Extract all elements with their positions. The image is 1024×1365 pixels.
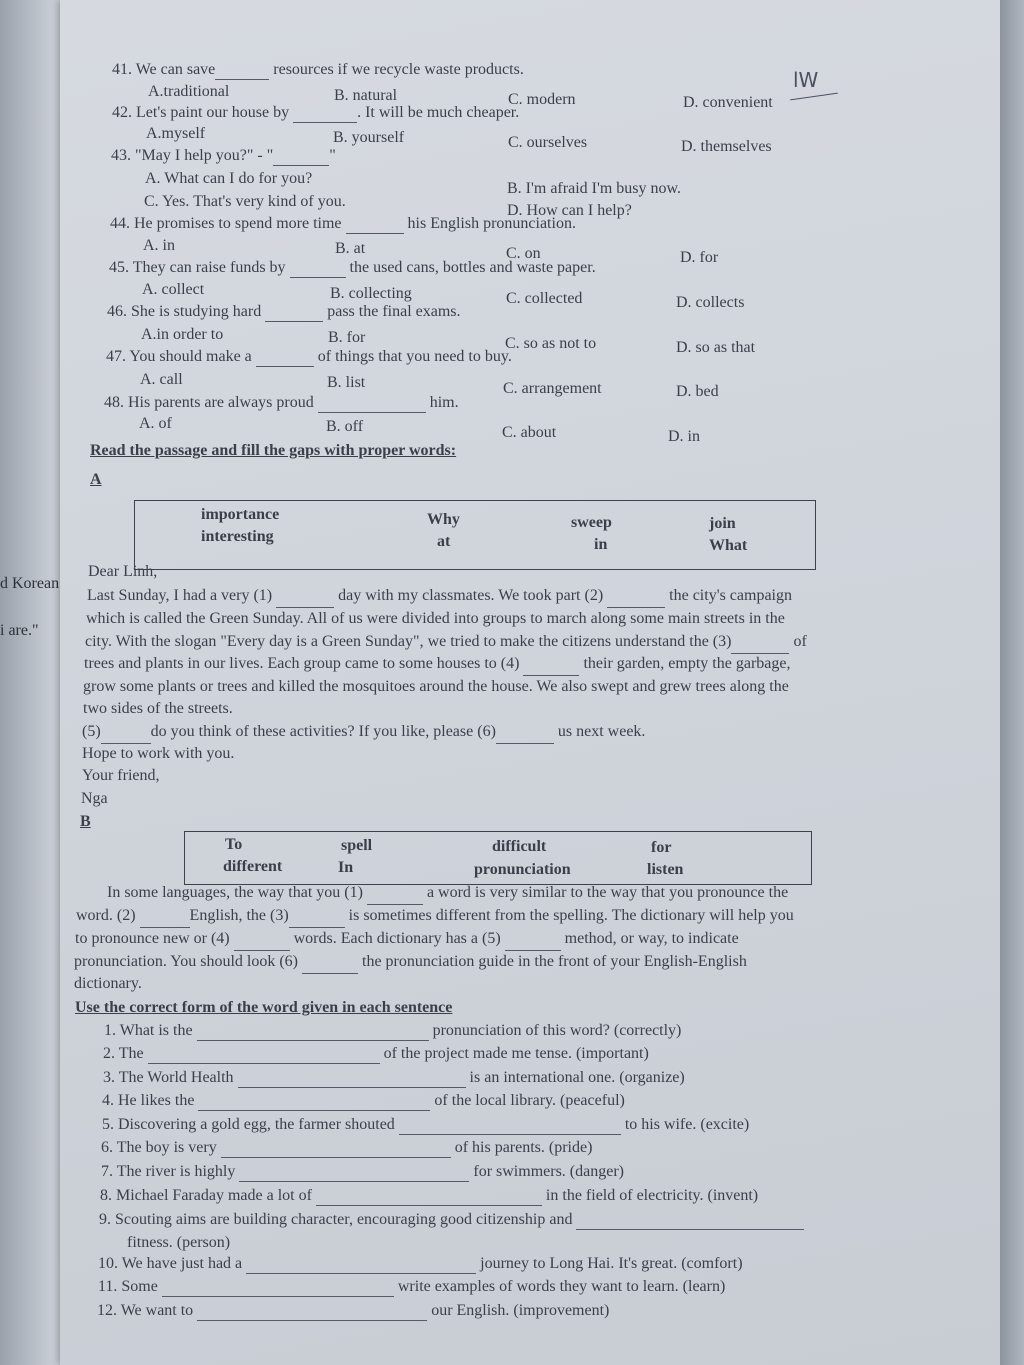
letter-greeting: Dear Linh, <box>88 563 158 580</box>
q48-option-a: A. of <box>139 415 172 432</box>
question-42: 42. Let's paint our house by . It will be much cheaper. <box>112 104 520 121</box>
question-48: 48. His parents are always proud him. <box>104 394 459 411</box>
box-b-word: different <box>223 858 283 875</box>
letter-line: trees and plants in our lives. Each group came to some houses to (4) their garden, empty the garbage, <box>84 653 790 676</box>
handwritten-mark: lW <box>793 68 819 92</box>
q46-option-b: B. for <box>328 329 366 346</box>
word-form-item-5: 5. Discovering a gold egg, the farmer shouted to his wife. (excite) <box>102 1116 750 1133</box>
q41-option-d: D. convenient <box>683 94 773 111</box>
letter-line: grow some plants or trees and killed the mosquitoes around the house. We also swept and grew trees along the <box>83 678 789 695</box>
passage-b-line: dictionary. <box>74 975 142 992</box>
box-a-word: What <box>709 537 748 554</box>
q43-option-d: D. How can I help? <box>507 202 632 219</box>
letter-line: Hope to work with you. <box>82 745 235 762</box>
letter-line: city. With the slogan "Every day is a Green Sunday", we tried to make the citizens understand the (3) of <box>85 631 807 654</box>
box-b-word: for <box>651 839 672 856</box>
q42-option-d: D. themselves <box>681 138 772 155</box>
box-b-word: In <box>338 859 354 876</box>
question-46: 46. She is studying hard pass the final exams. <box>107 303 461 320</box>
box-b-word: spell <box>341 837 373 854</box>
letter-line: (5) do you think of these activities? If you like, please (6) us next week. <box>82 721 645 744</box>
box-a-word: in <box>594 536 608 553</box>
q44-option-b: B. at <box>335 240 366 257</box>
word-form-item-3: 3. The World Health is an international one. (organize) <box>103 1069 685 1086</box>
section-heading-read: Read the passage and fill the gaps with proper words: <box>90 442 457 459</box>
word-box-b <box>184 831 812 885</box>
q44-option-a: A. in <box>143 237 175 254</box>
q44-option-c: C. on <box>506 245 541 262</box>
question-47: 47. You should make a of things that you need to buy. <box>106 348 512 365</box>
passage-b-line: to pronounce new or (4) words. Each dictionary has a (5) method, or way, to indicate <box>75 928 739 951</box>
word-form-item-9-continued: fitness. (person) <box>127 1234 231 1251</box>
word-form-item-10: 10. We have just had a journey to Long Hai. It's great. (comfort) <box>98 1255 743 1272</box>
box-a-word: importance <box>201 506 280 523</box>
word-box-a <box>134 500 816 570</box>
word-form-item-2: 2. The of the project made me tense. (important) <box>103 1045 649 1062</box>
section-heading-word-form: Use the correct form of the word given in each sentence <box>75 999 453 1016</box>
box-a-word: Why <box>427 511 460 528</box>
q45-option-c: C. collected <box>506 290 583 307</box>
q48-option-d: D. in <box>668 428 700 445</box>
passage-b-line: pronunciation. You should look (6) the pronunciation guide in the front of your English-English <box>74 951 747 974</box>
q43-option-c: C. Yes. That's very kind of you. <box>144 193 346 210</box>
box-a-word: interesting <box>201 528 274 545</box>
word-form-item-1: 1. What is the pronunciation of this word? (correctly) <box>104 1022 682 1039</box>
q45-option-a: A. collect <box>142 281 205 298</box>
q42-option-a: A.myself <box>146 125 206 142</box>
word-form-item-11: 11. Some write examples of words they want to learn. (learn) <box>98 1278 726 1295</box>
q47-option-d: D. bed <box>676 383 719 400</box>
question-45: 45. They can raise funds by the used cans, bottles and waste paper. <box>109 259 596 276</box>
q41-option-a: A.traditional <box>148 83 230 100</box>
q42-option-c: C. ourselves <box>508 134 588 151</box>
passage-b-line: In some languages, the way that you (1) a word is very similar to the way that you pronounce the <box>107 882 788 905</box>
box-a-word: at <box>437 533 451 550</box>
q46-option-a: A.in order to <box>141 326 224 343</box>
question-41: 41. We can save resources if we recycle waste products. <box>112 61 524 78</box>
q48-option-b: B. off <box>326 418 364 435</box>
box-b-word: difficult <box>492 838 547 855</box>
box-b-word: pronunciation <box>474 861 571 878</box>
q43-option-b: B. I'm afraid I'm busy now. <box>507 180 682 197</box>
letter-line: Last Sunday, I had a very (1) day with my classmates. We took part (2) the city's campaign <box>87 585 792 608</box>
q46-option-d: D. so as that <box>676 339 756 356</box>
q42-option-b: B. yourself <box>333 129 405 146</box>
q45-option-d: D. collects <box>676 294 745 311</box>
page-right-edge <box>1000 0 1024 1365</box>
box-a-word: sweep <box>571 514 612 531</box>
left-margin-text-1: d Korean <box>0 575 60 592</box>
q41-option-c: C. modern <box>508 91 576 108</box>
question-44: 44. He promises to spend more time his English pronunciation. <box>110 215 576 232</box>
word-form-item-9: 9. Scouting aims are building character, encouraging good citizenship and <box>99 1210 804 1230</box>
word-form-item-6: 6. The boy is very of his parents. (pride) <box>101 1139 593 1156</box>
box-a-word: join <box>709 515 736 532</box>
passage-b-line: word. (2) English, the (3) is sometimes different from the spelling. The dictionary will help you <box>76 905 794 928</box>
q41-option-b: B. natural <box>334 87 398 104</box>
q46-option-c: C. so as not to <box>505 335 597 352</box>
q47-option-c: C. arrangement <box>503 380 602 397</box>
letter-line: which is called the Green Sunday. All of us were divided into groups to march along some main streets in the <box>86 610 785 627</box>
part-b-label: B <box>80 813 91 830</box>
box-b-word: To <box>225 836 243 853</box>
box-b-word: listen <box>647 861 684 878</box>
q47-option-a: A. call <box>140 371 183 388</box>
q43-option-a: A. What can I do for you? <box>145 170 313 187</box>
word-form-item-8: 8. Michael Faraday made a lot of in the field of electricity. (invent) <box>100 1187 759 1204</box>
q45-option-b: B. collecting <box>330 285 412 302</box>
part-a-label: A <box>90 471 102 488</box>
q48-option-c: C. about <box>502 424 557 441</box>
q47-option-b: B. list <box>327 374 366 391</box>
word-form-item-4: 4. He likes the of the local library. (peaceful) <box>102 1092 625 1109</box>
left-margin-text-2: i are." <box>0 622 39 639</box>
question-43: 43. "May I help you?" - " " <box>111 147 336 164</box>
word-form-item-12: 12. We want to our English. (improvement) <box>97 1302 610 1319</box>
letter-signature: Nga <box>81 790 108 807</box>
letter-line: two sides of the streets. <box>83 700 233 717</box>
q44-option-d: D. for <box>680 249 719 266</box>
letter-line: Your friend, <box>82 767 160 784</box>
word-form-item-7: 7. The river is highly for swimmers. (danger) <box>101 1163 624 1180</box>
